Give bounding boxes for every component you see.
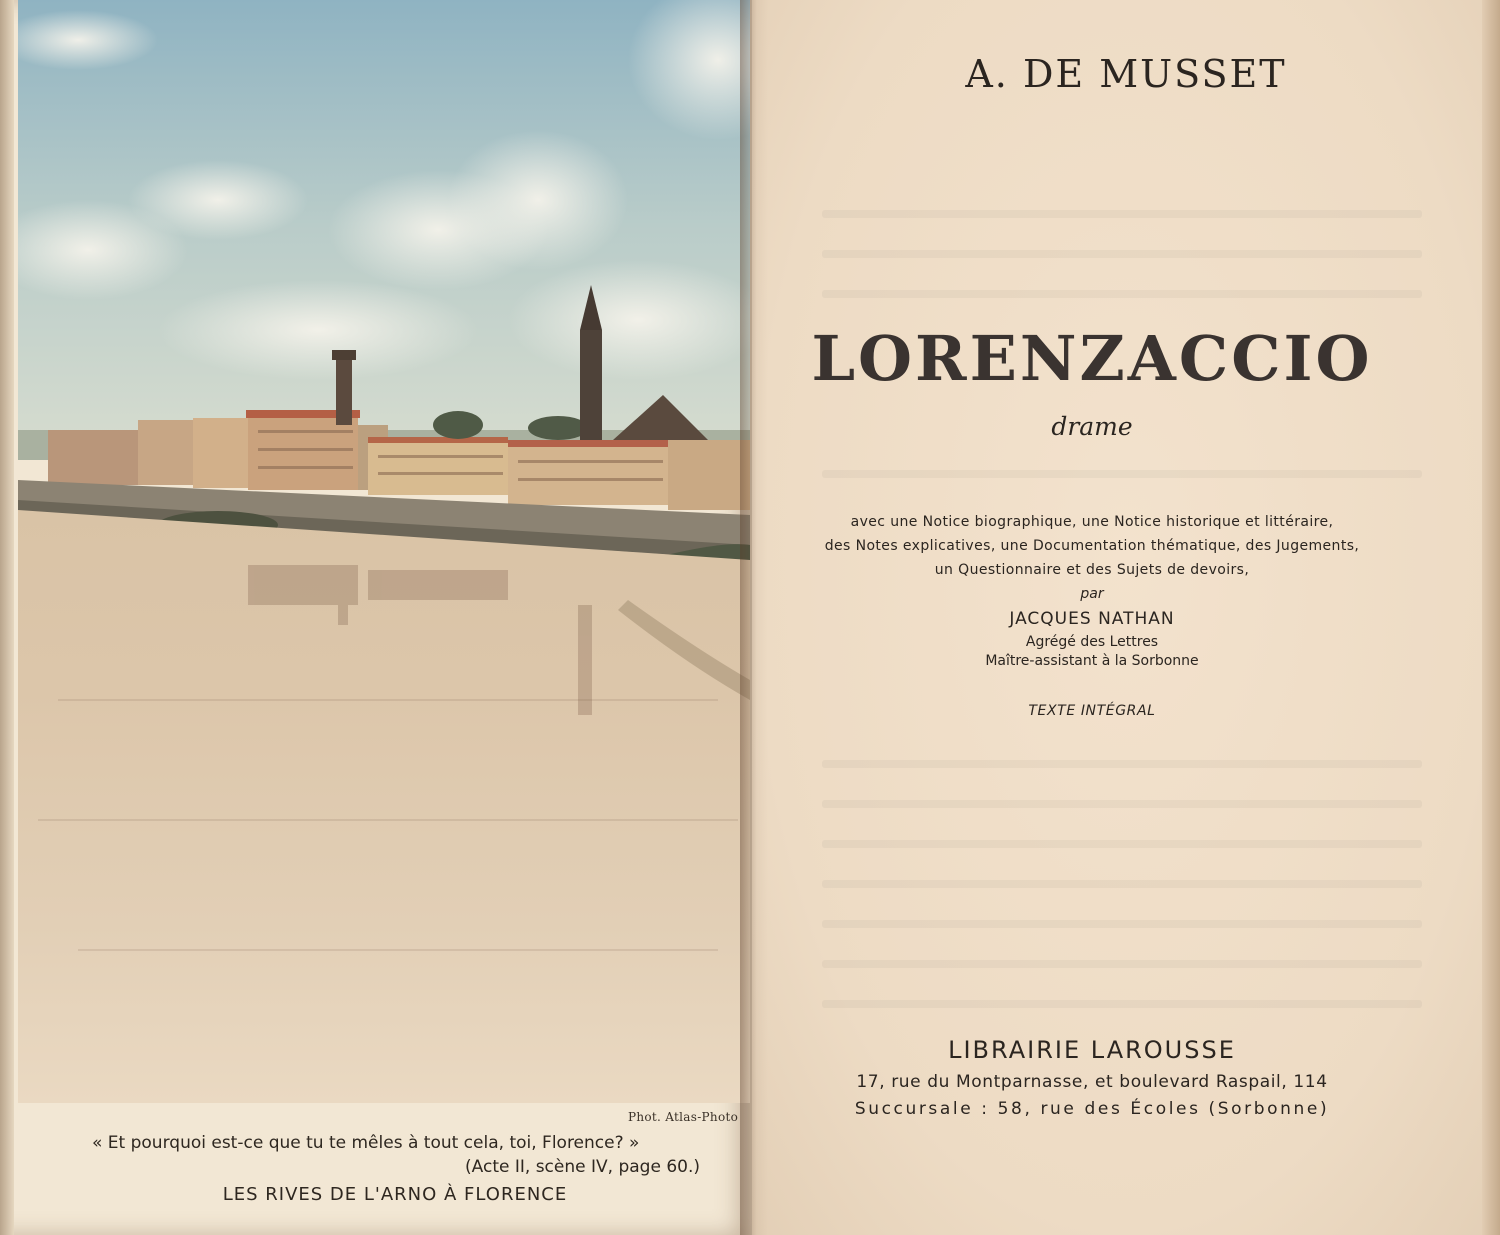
author-name: A. DE MUSSET: [965, 52, 1287, 96]
editor-credential: Maître-assistant à la Sorbonne: [985, 653, 1199, 669]
book-gutter: [740, 0, 768, 1235]
publisher-branch-address: Succursale : 58, rue des Écoles (Sorbonne): [854, 1099, 1330, 1119]
integral-text-label: TEXTE INTÉGRAL: [1028, 703, 1156, 719]
caption-title: LES RIVES DE L'ARNO À FLORENCE: [222, 1184, 568, 1205]
by-label: par: [1080, 586, 1104, 602]
description-line: un Questionnaire et des Sujets de devoirs,: [934, 562, 1250, 578]
left-page-edge: [0, 0, 14, 1235]
publisher-address: 17, rue du Montparnasse, et boulevard Raspail, 114: [856, 1072, 1328, 1092]
description-line: avec une Notice biographique, une Notice historique et littéraire,: [850, 514, 1334, 530]
book-title: LORENZACCIO: [811, 322, 1373, 395]
photo-credit: Phot. Atlas-Photo: [628, 1110, 739, 1124]
caption-reference: (Acte II, scène IV, page 60.): [465, 1157, 700, 1177]
editor-credential: Agrégé des Lettres: [1025, 634, 1159, 650]
book-genre: drame: [1051, 412, 1133, 441]
right-page-edge: [1482, 0, 1500, 1235]
title-page: [752, 0, 1500, 1235]
caption-quote: « Et pourquoi est-ce que tu te mêles à tout cela, toi, Florence? »: [92, 1133, 640, 1153]
editor-name: JACQUES NATHAN: [1009, 609, 1175, 629]
publisher-name: LIBRAIRIE LAROUSSE: [948, 1036, 1236, 1064]
description-line: des Notes explicatives, une Documentation thématique, des Jugements,: [824, 538, 1360, 554]
florence-arno-photo: [18, 0, 750, 1103]
